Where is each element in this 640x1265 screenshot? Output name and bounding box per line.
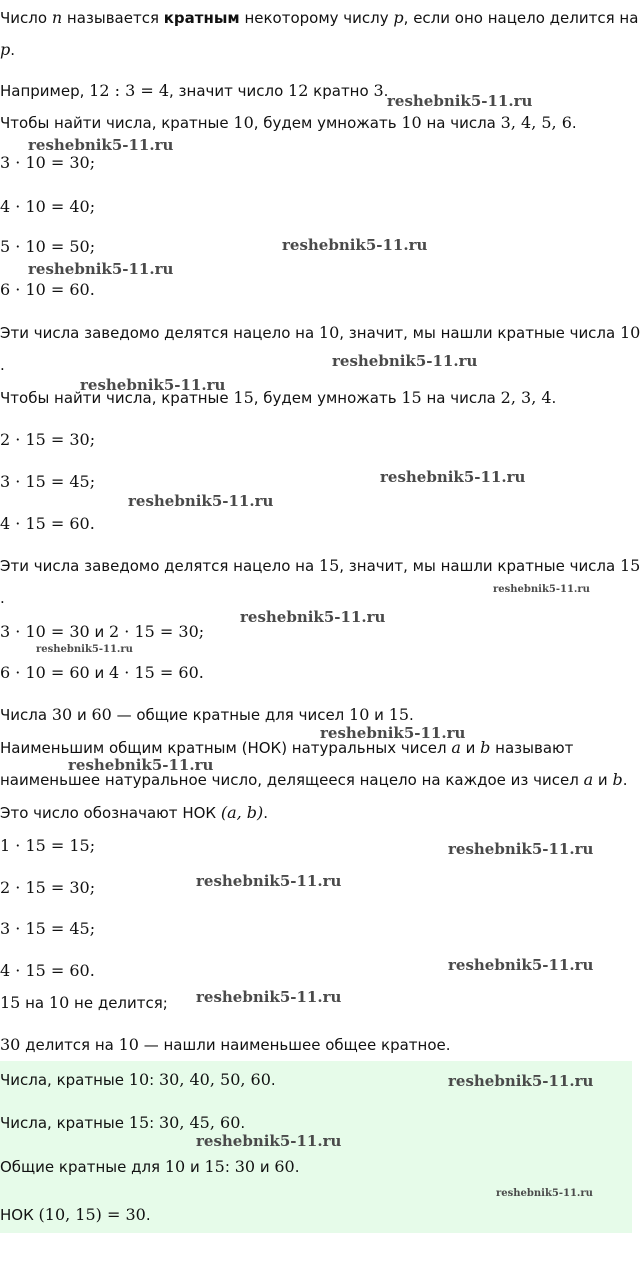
text: . (270, 1071, 276, 1089)
math: 10 (48, 993, 70, 1012)
term-bold: кратным (163, 9, 240, 27)
text: на числа (421, 389, 501, 407)
text: . (10, 41, 16, 59)
equation: 2 · 15 = 30; (0, 878, 96, 897)
watermark: reshebnik5-11.ru (448, 1072, 594, 1090)
text: Число (0, 9, 52, 27)
text: . (409, 706, 414, 724)
text: . (240, 1114, 246, 1132)
watermark: reshebnik5-11.ru (36, 644, 133, 655)
text: Чтобы найти числа, кратные (0, 114, 234, 132)
watermark: reshebnik5-11.ru (196, 872, 342, 890)
text: и (89, 623, 110, 641)
common-equation-60 (0, 663, 204, 683)
watermark: reshebnik5-11.ru (68, 756, 214, 774)
text: : (149, 1071, 159, 1089)
watermark: reshebnik5-11.ru (196, 1132, 342, 1150)
text: , значит, мы нашли кратные числа (339, 324, 620, 342)
text: называется (62, 9, 164, 27)
math: 60 (274, 1157, 295, 1176)
common-equation-30 (0, 622, 204, 642)
equation: 3 · 15 = 45; (0, 919, 96, 938)
math: 6 · 10 = 60 (0, 663, 90, 682)
equation: 2 · 15 = 30; (0, 430, 96, 449)
text: , будем умножать (253, 114, 402, 132)
text: Эти числа заведомо делятся нацело на (0, 557, 319, 575)
math: (a, b) (220, 803, 264, 822)
conclusion-10 (0, 323, 640, 343)
math: 10 (164, 1157, 186, 1176)
text: , если оно нацело делится на (403, 9, 639, 27)
text: и (89, 664, 110, 682)
math: 30 (51, 705, 73, 724)
watermark: reshebnik5-11.ru (332, 352, 478, 370)
math: 15 (318, 556, 340, 575)
watermark: reshebnik5-11.ru (496, 1188, 593, 1199)
text: Чтобы найти числа, кратные (0, 389, 234, 407)
math: 3 · 10 = 30 (0, 622, 90, 641)
equation: 6 · 10 = 60. (0, 280, 95, 299)
math: a (451, 738, 461, 757)
equation: 4 · 15 = 60. (0, 514, 95, 533)
watermark: reshebnik5-11.ru (380, 468, 526, 486)
watermark: reshebnik5-11.ru (493, 584, 590, 595)
text: кратно (308, 82, 374, 100)
math: 15 (619, 556, 640, 575)
math: 15 (0, 993, 21, 1012)
conclusion-15-period: . (0, 589, 5, 607)
math: p (0, 40, 11, 59)
equation: 1 · 15 = 15; (0, 836, 96, 855)
watermark: reshebnik5-11.ru (240, 608, 386, 626)
watermark: reshebnik5-11.ru (448, 840, 594, 858)
math: 12 (288, 81, 309, 100)
math: 3 (373, 81, 384, 100)
math: 3, 4, 5, 6 (500, 113, 572, 132)
conclusion-15 (0, 556, 640, 576)
text: — нашли наименьшее общее кратное. (138, 1036, 451, 1054)
equation: 4 · 10 = 40; (0, 197, 96, 216)
not-divisible-line (0, 993, 168, 1013)
text: . (622, 771, 628, 789)
math: 10 (619, 323, 640, 342)
math: 15 (204, 1157, 225, 1176)
math: (10, 15) = 30 (38, 1205, 146, 1224)
text: НОК (0, 1206, 39, 1224)
math: 10 (233, 113, 254, 132)
text: называют (490, 739, 574, 757)
text: . (263, 804, 269, 822)
watermark: reshebnik5-11.ru (448, 956, 594, 974)
text: Числа (0, 706, 52, 724)
text: : (224, 1158, 235, 1176)
text: на (20, 994, 49, 1012)
math: 30, 40, 50, 60 (158, 1070, 271, 1089)
summary-multiples-10 (0, 1070, 276, 1090)
text: и (369, 706, 389, 724)
text: , значит число (169, 82, 289, 100)
math: 30 (234, 1157, 256, 1176)
math: 15 (233, 388, 254, 407)
math: b (612, 770, 623, 789)
summary-multiples-15 (0, 1113, 245, 1133)
math: 12 : 3 = 4 (89, 81, 170, 100)
example-line (0, 81, 388, 101)
math: 4 · 15 = 60. (109, 663, 204, 682)
text: — общие кратные для чисел (111, 706, 350, 724)
math: 15 (128, 1113, 150, 1132)
watermark: reshebnik5-11.ru (282, 236, 428, 254)
text: некоторому числу (239, 9, 394, 27)
math: 30 (0, 1035, 21, 1054)
text: Числа, кратные (0, 1071, 129, 1089)
equation: 3 · 10 = 30; (0, 153, 96, 172)
math: a (583, 770, 594, 789)
math: b (480, 738, 491, 757)
text: : (149, 1114, 159, 1132)
watermark: reshebnik5-11.ru (28, 260, 174, 278)
text: и (185, 1158, 205, 1176)
watermark: reshebnik5-11.ru (320, 724, 466, 742)
math: 10 (318, 323, 340, 342)
text: , будем умножать (253, 389, 402, 407)
watermark: reshebnik5-11.ru (80, 376, 226, 394)
divisible-line (0, 1035, 451, 1055)
math: 15 (401, 388, 422, 407)
text: и (72, 706, 92, 724)
watermark: reshebnik5-11.ru (128, 492, 274, 510)
text: Это число обозначают НОК (0, 804, 221, 822)
text: и (460, 739, 481, 757)
text: . (145, 1206, 151, 1224)
equation: 3 · 15 = 45; (0, 472, 96, 491)
watermark: reshebnik5-11.ru (387, 92, 533, 110)
summary-lcm-result (0, 1205, 151, 1225)
text: Например, (0, 82, 90, 100)
lcm-definition-1 (0, 738, 573, 758)
text: . (571, 114, 577, 132)
text: Общие кратные для (0, 1158, 165, 1176)
text: Эти числа заведомо делятся нацело на (0, 324, 319, 342)
multiples-10-intro (0, 113, 577, 133)
math: 60 (91, 705, 112, 724)
equation: 4 · 15 = 60. (0, 961, 95, 980)
math: 30, 45, 60 (158, 1113, 241, 1132)
equation: 5 · 10 = 50; (0, 237, 96, 256)
summary-common-multiples (0, 1157, 299, 1177)
text: делится на (20, 1036, 119, 1054)
text: и (593, 771, 613, 789)
watermark: reshebnik5-11.ru (196, 988, 342, 1006)
watermark: reshebnik5-11.ru (28, 136, 174, 154)
lcm-notation (0, 803, 268, 823)
math: 10 (349, 705, 370, 724)
math: n (51, 8, 63, 27)
text: Наименьшим общим кратным (НОК) натуральных чисел (0, 739, 452, 757)
math: p (393, 8, 404, 27)
math: 10 (401, 113, 422, 132)
conclusion-10-period: . (0, 356, 5, 374)
common-multiples-statement (0, 705, 414, 725)
definition-line-1 (0, 8, 638, 28)
text: , значит, мы нашли кратные числа (339, 557, 620, 575)
text: . (383, 82, 389, 100)
text: не делится; (69, 994, 168, 1012)
math: 15 (388, 705, 410, 724)
text: наименьшее натуральное число, делящееся нацело на каждое из чисел (0, 771, 584, 789)
math: 2 · 15 = 30; (109, 622, 205, 641)
math: 10 (128, 1070, 150, 1089)
text: . (551, 389, 557, 407)
math: 10 (118, 1035, 139, 1054)
text: Числа, кратные (0, 1114, 129, 1132)
definition-line-2 (0, 40, 15, 60)
text: и (255, 1158, 275, 1176)
text: на числа (421, 114, 501, 132)
math: 2, 3, 4 (500, 388, 552, 407)
text: . (294, 1158, 300, 1176)
